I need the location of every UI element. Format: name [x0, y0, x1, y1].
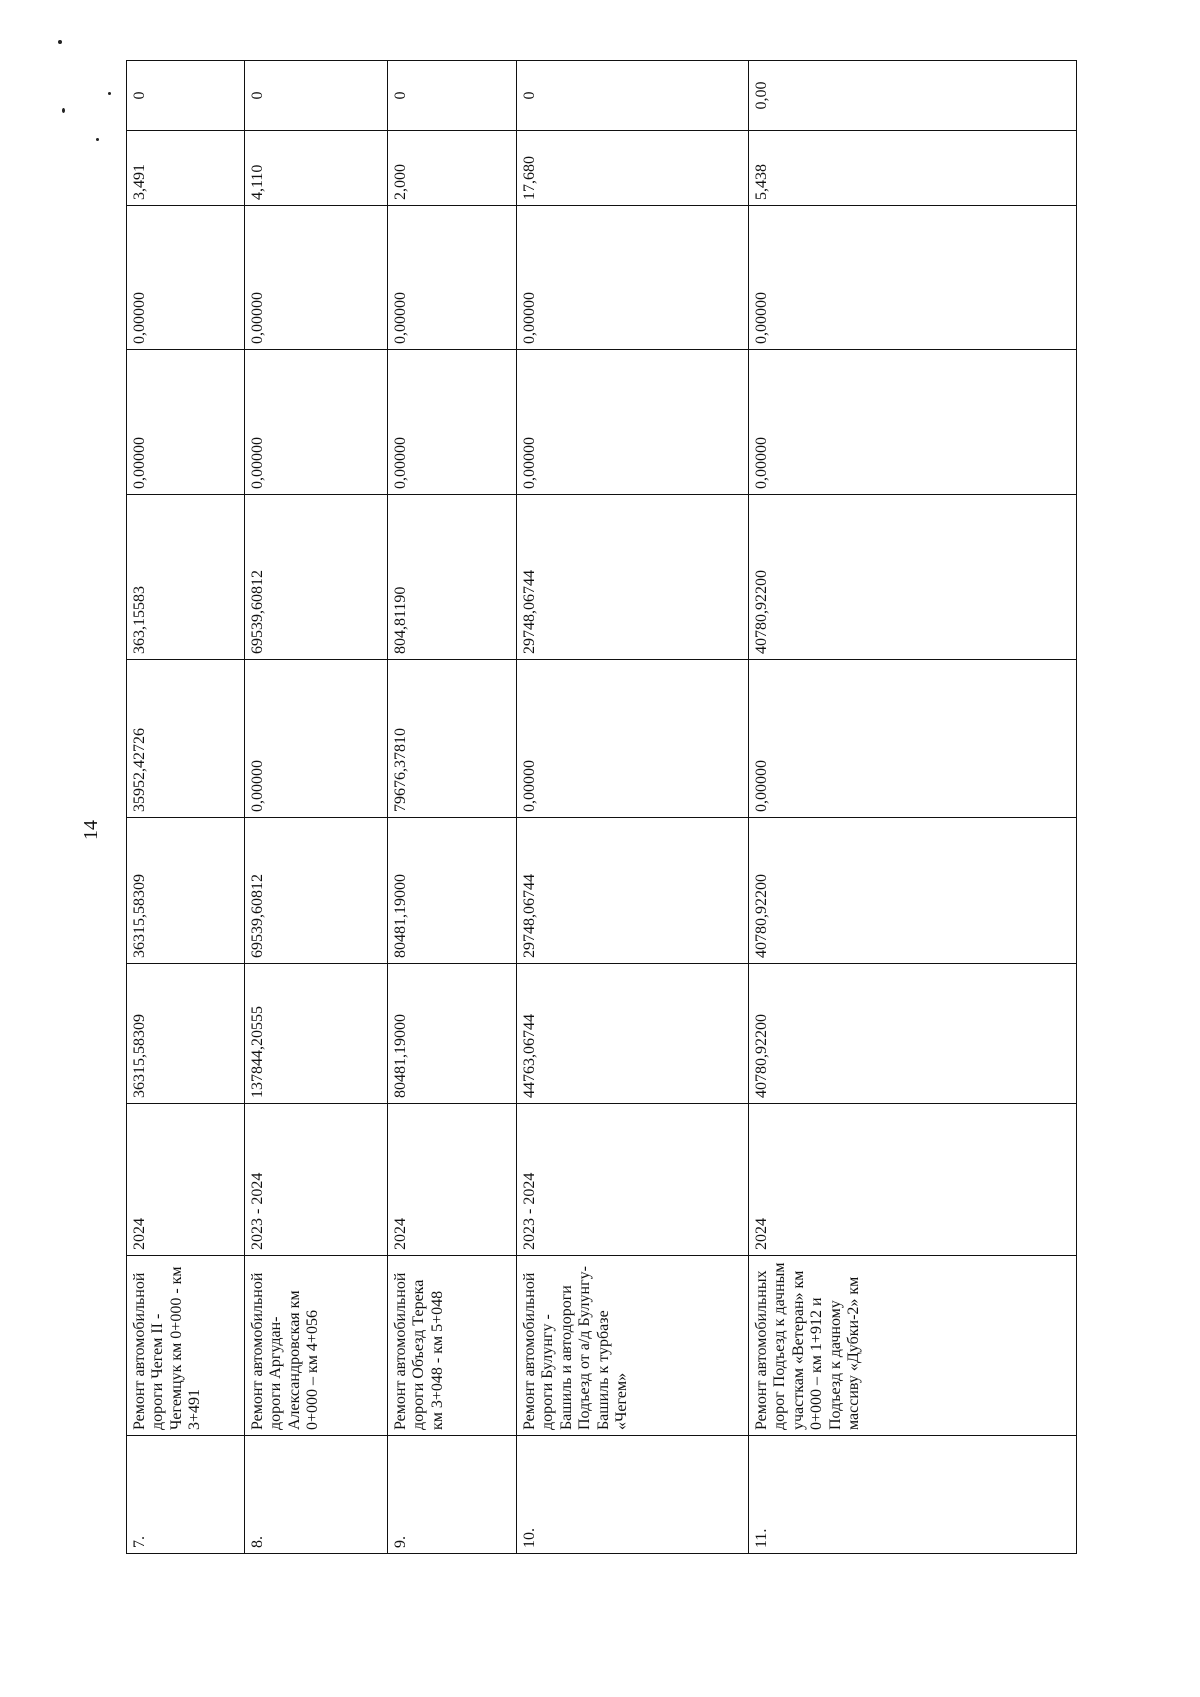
table-row — [517, 61, 749, 1554]
value-cell: 29748,06744 — [517, 818, 749, 964]
value-cell: 79676,37810 — [388, 660, 517, 818]
length-cell: 2,000 — [388, 131, 517, 206]
table-row — [388, 61, 517, 1554]
value-cell: 40780,92200 — [749, 495, 1077, 660]
page-number: 14 — [80, 820, 102, 840]
value-cell: 0,00000 — [245, 206, 388, 350]
rotated-table-wrapper — [126, 81, 1076, 1554]
object-name: Ремонт автомобильной дороги Объезд Терека км 3+048 - км 5+048 — [388, 1256, 517, 1436]
zero-cell: 0 — [245, 61, 388, 131]
value-cell: 804,81190 — [388, 495, 517, 660]
value-cell: 0,00000 — [517, 350, 749, 495]
value-cell: 40780,92200 — [749, 964, 1077, 1104]
length-cell: 17,680 — [517, 131, 749, 206]
period-cell: 2024 — [127, 1104, 245, 1256]
road-repair-table — [126, 60, 1077, 1554]
value-cell: 0,00000 — [749, 206, 1077, 350]
zero-cell: 0 — [127, 61, 245, 131]
period-cell: 2024 — [388, 1104, 517, 1256]
value-cell: 40780,92200 — [749, 818, 1077, 964]
zero-cell: 0,00 — [749, 61, 1077, 131]
row-number: 10. — [517, 1436, 749, 1554]
period-cell: 2023 - 2024 — [245, 1104, 388, 1256]
value-cell: 0,00000 — [517, 206, 749, 350]
value-cell: 69539,60812 — [245, 495, 388, 660]
value-cell: 0,00000 — [127, 350, 245, 495]
scan-speck — [62, 108, 65, 113]
scan-speck — [108, 92, 111, 95]
object-name: Ремонт автомобильной дороги Чегем II - Чегемцук км 0+000 - км 3+491 — [127, 1256, 245, 1436]
value-cell: 80481,19000 — [388, 964, 517, 1104]
value-cell: 80481,19000 — [388, 818, 517, 964]
scan-speck — [96, 138, 99, 141]
value-cell: 69539,60812 — [245, 818, 388, 964]
value-cell: 0,00000 — [388, 206, 517, 350]
table-row — [245, 61, 388, 1554]
value-cell: 29748,06744 — [517, 495, 749, 660]
zero-cell: 0 — [517, 61, 749, 131]
value-cell: 0,00000 — [245, 660, 388, 818]
value-cell: 0,00000 — [517, 660, 749, 818]
period-cell: 2024 — [749, 1104, 1077, 1256]
value-cell: 0,00000 — [749, 350, 1077, 495]
row-number: 11. — [749, 1436, 1077, 1554]
row-number: 9. — [388, 1436, 517, 1554]
value-cell: 0,00000 — [749, 660, 1077, 818]
row-number: 7. — [127, 1436, 245, 1554]
object-name: Ремонт автомобильной дороги Аргудан-Александровская км 0+000 – км 4+056 — [245, 1256, 388, 1436]
object-name: Ремонт автомобильной дороги Булунгу - Башиль и автодороги Подъезд от а/д Булунгу-Башиль к турбазе «Чегем» — [517, 1256, 749, 1436]
value-cell: 36315,58309 — [127, 818, 245, 964]
value-cell: 0,00000 — [245, 350, 388, 495]
value-cell: 44763,06744 — [517, 964, 749, 1104]
zero-cell: 0 — [388, 61, 517, 131]
value-cell: 35952,42726 — [127, 660, 245, 818]
value-cell: 363,15583 — [127, 495, 245, 660]
period-cell: 2023 - 2024 — [517, 1104, 749, 1256]
value-cell: 0,00000 — [127, 206, 245, 350]
scan-speck — [58, 40, 62, 44]
length-cell: 5,438 — [749, 131, 1077, 206]
row-number: 8. — [245, 1436, 388, 1554]
object-name: Ремонт автомобильных дорог Подъезд к дачным участкам «Ветеран» км 0+000 – км 1+912 и Подъезд к дачному массиву «Дубки-2» км — [749, 1256, 1077, 1436]
table-row — [127, 61, 245, 1554]
length-cell: 4,110 — [245, 131, 388, 206]
length-cell: 3,491 — [127, 131, 245, 206]
table-row — [749, 61, 1077, 1554]
value-cell: 137844,20555 — [245, 964, 388, 1104]
value-cell: 36315,58309 — [127, 964, 245, 1104]
value-cell: 0,00000 — [388, 350, 517, 495]
